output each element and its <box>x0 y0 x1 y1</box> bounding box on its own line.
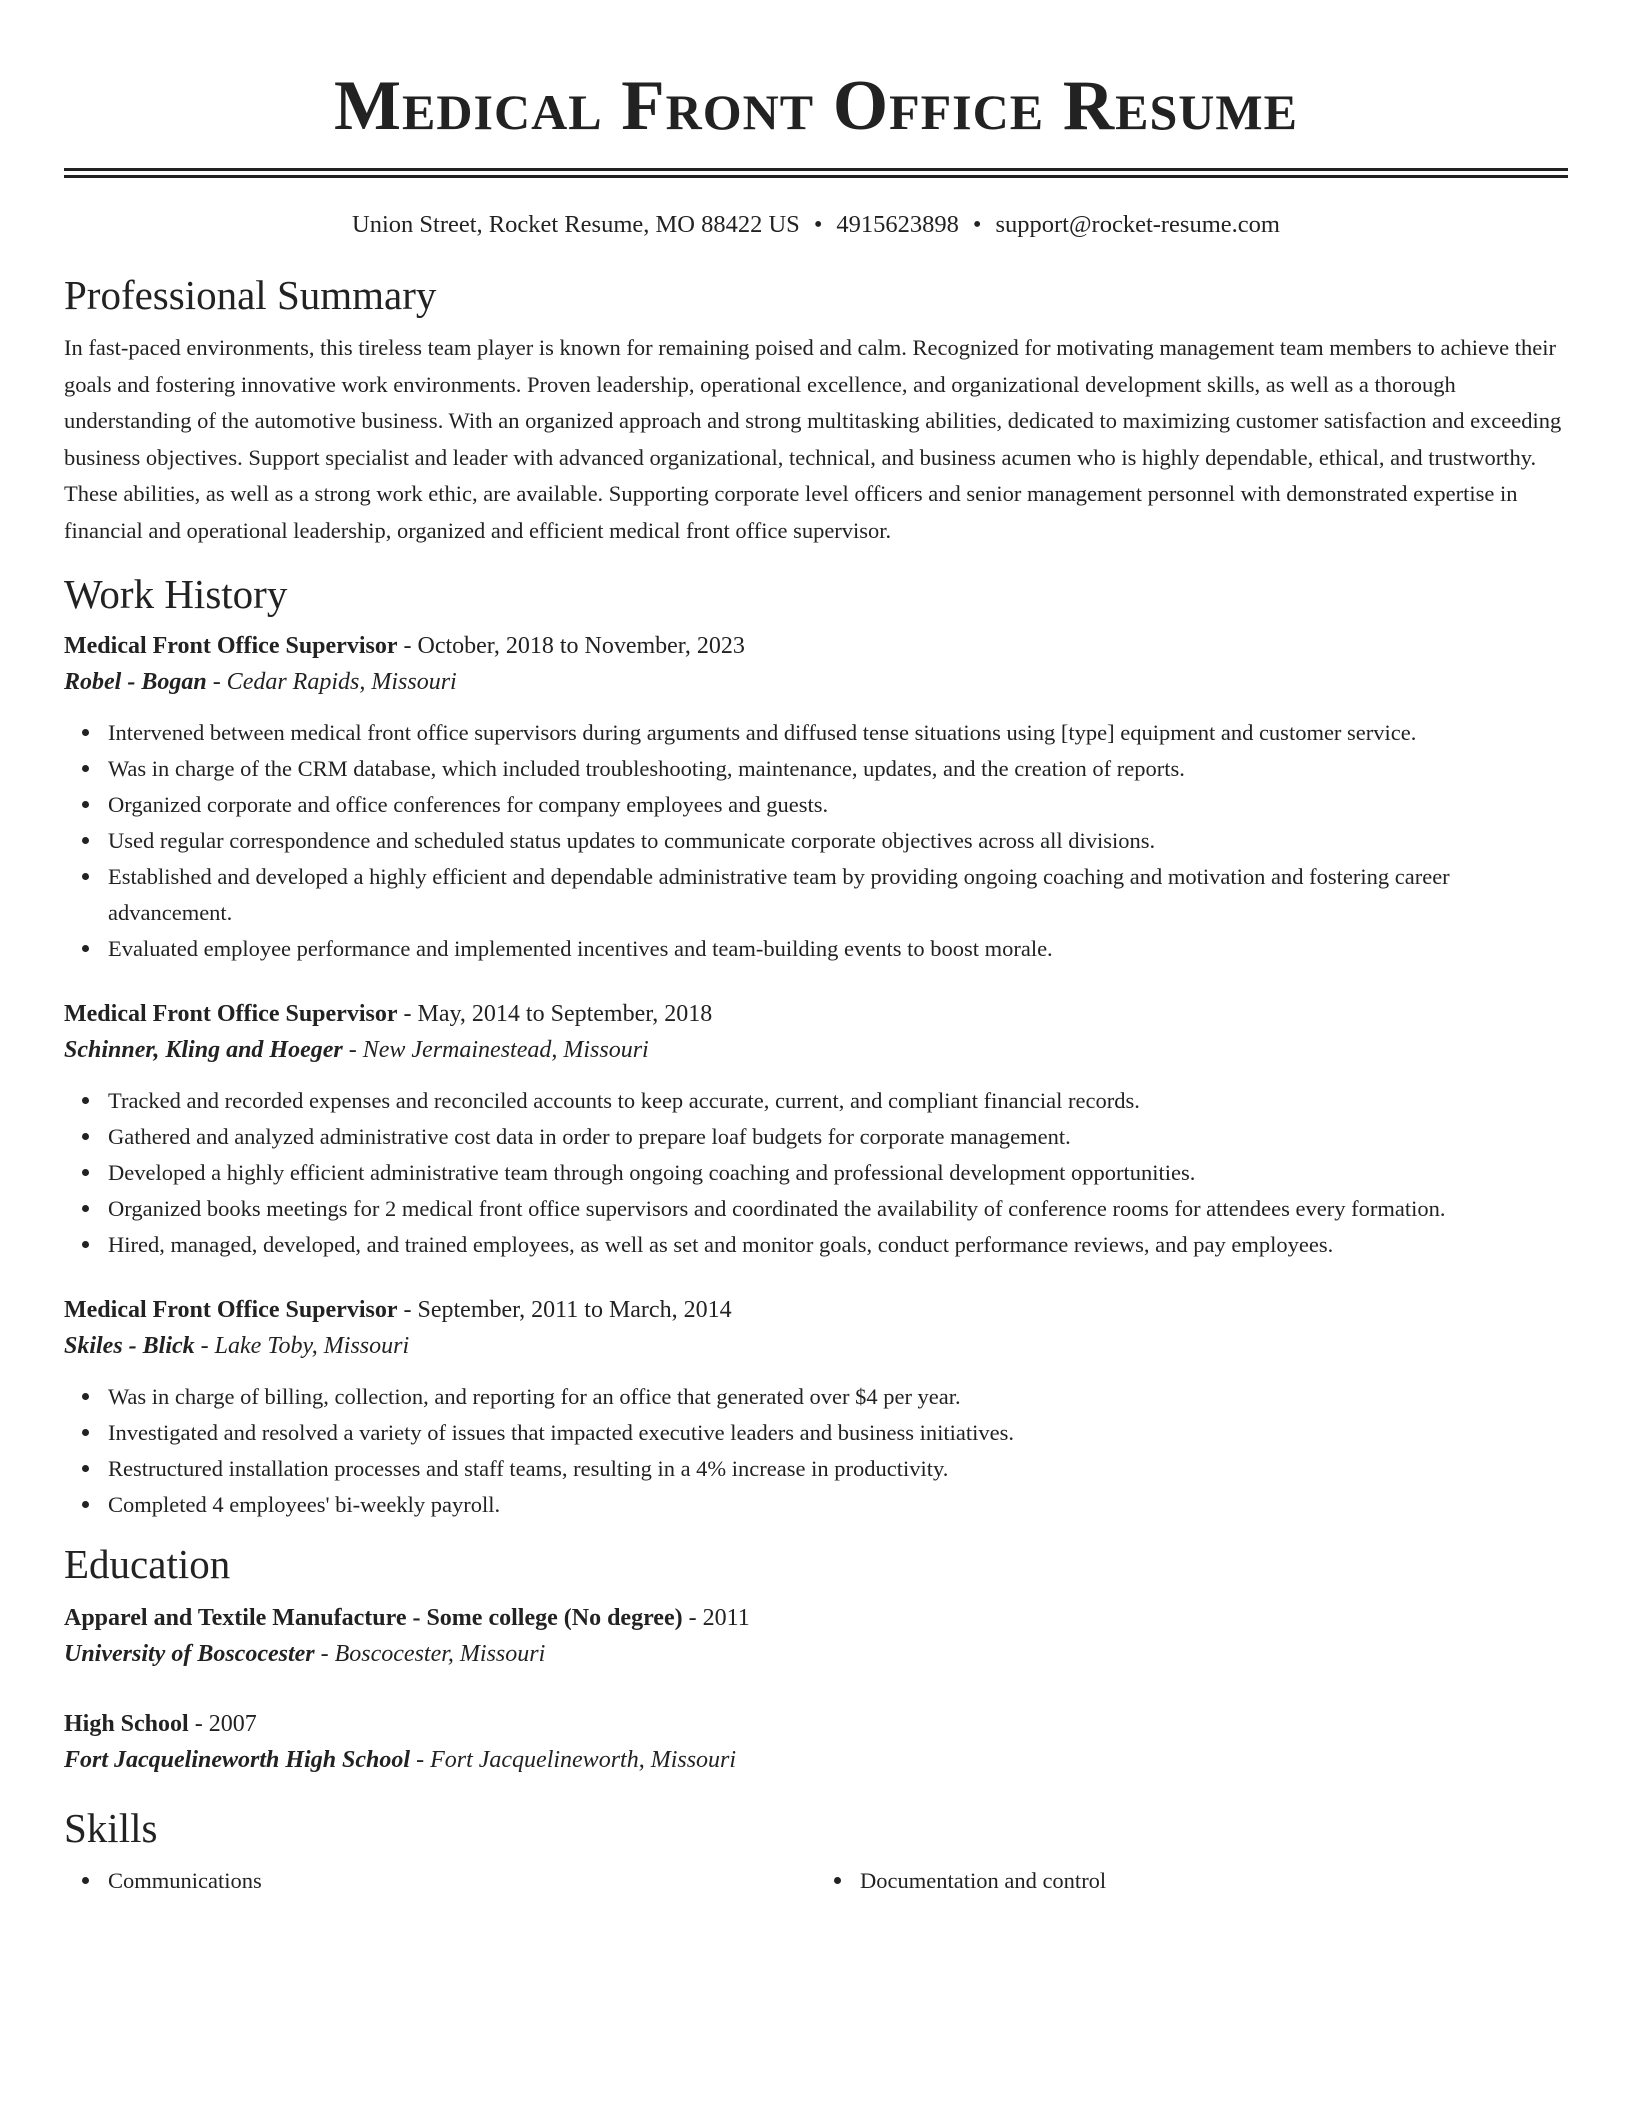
summary-heading: Professional Summary <box>64 272 437 318</box>
contact-email: support@rocket-resume.com <box>995 211 1280 238</box>
job-company: Skiles - Blick <box>64 1333 195 1359</box>
job-company: Robel - Bogan <box>64 669 207 695</box>
education-location: - Fort Jacquelineworth, Missouri <box>410 1747 737 1773</box>
job-employer <box>64 1031 1568 1069</box>
job-title: Medical Front Office Supervisor <box>64 1001 398 1027</box>
job-location: - New Jermainestead, Missouri <box>342 1037 649 1063</box>
job-entry <box>64 1293 1568 1523</box>
list-item: Established and developed a highly efficient and dependable administrative team by providing ongoing coaching and motivation and fostering career advancement. <box>108 859 1568 931</box>
contact-phone: 4915623898 <box>836 211 959 238</box>
job-dates: - September, 2011 to March, 2014 <box>397 1297 732 1323</box>
work-history-heading: Work History <box>64 571 288 617</box>
job-header <box>64 997 1568 1031</box>
list-item: Developed a highly efficient administrative team through ongoing coaching and professional development opportunities. <box>108 1155 1568 1191</box>
job-employer <box>64 663 1568 701</box>
education-degree: Apparel and Textile Manufacture - Some college (No degree) <box>64 1605 683 1631</box>
job-company: Schinner, Kling and Hoeger <box>64 1037 343 1063</box>
education-school-line <box>64 1741 1568 1779</box>
education-year: - 2011 <box>682 1605 750 1631</box>
job-bullets <box>64 1379 1568 1523</box>
job-bullets <box>64 1083 1568 1263</box>
education-heading: Education <box>64 1541 231 1587</box>
list-item: Used regular correspondence and scheduled status updates to communicate corporate objectives across all divisions. <box>108 823 1568 859</box>
list-item: Tracked and recorded expenses and reconciled accounts to keep accurate, current, and compliant financial records. <box>108 1083 1568 1119</box>
skills-list <box>64 1863 1568 1899</box>
job-entry <box>64 997 1568 1263</box>
contact-address: Union Street, Rocket Resume, MO 88422 US <box>352 211 800 238</box>
job-dates: - October, 2018 to November, 2023 <box>397 633 745 659</box>
job-location: - Cedar Rapids, Missouri <box>206 669 457 695</box>
job-entry <box>64 629 1568 967</box>
list-item: Intervened between medical front office supervisors during arguments and diffused tense situations using [type] equipment and customer service. <box>108 715 1568 751</box>
resume-page <box>64 0 1568 1899</box>
education-school-line <box>64 1635 1568 1673</box>
list-item: Evaluated employee performance and implemented incentives and team-building events to boost morale. <box>108 931 1568 967</box>
list-item: Was in charge of billing, collection, and reporting for an office that generated over $4 per year. <box>108 1379 1568 1415</box>
list-item: Organized corporate and office conferences for company employees and guests. <box>108 787 1568 823</box>
education-degree: High School <box>64 1711 189 1737</box>
education-entry <box>64 1601 1568 1673</box>
skills-heading: Skills <box>64 1805 158 1851</box>
education-year: - 2007 <box>188 1711 257 1737</box>
contact-separator: • <box>972 211 982 238</box>
list-item: Was in charge of the CRM database, which included troubleshooting, maintenance, updates, and the creation of reports. <box>108 751 1568 787</box>
job-employer <box>64 1327 1568 1365</box>
list-item: Organized books meetings for 2 medical front office supervisors and coordinated the availability of conference rooms for attendees every formation. <box>108 1191 1568 1227</box>
education-school: Fort Jacquelineworth High School <box>64 1747 411 1773</box>
skill-item: Communications <box>108 1863 816 1899</box>
education-header <box>64 1707 1568 1741</box>
contact-line <box>64 210 1568 240</box>
list-item: Gathered and analyzed administrative cost data in order to prepare loaf budgets for corporate management. <box>108 1119 1568 1155</box>
job-dates: - May, 2014 to September, 2018 <box>397 1001 713 1027</box>
summary-text: In fast-paced environments, this tireless team player is known for remaining poised and calm. Recognized for motivating management team members to achieve their goals and fostering innovative work environments. Proven leadership, operational excellence, and organizational development skills, as well as a thorough understanding of the automotive business. With an organized approach and strong multitasking abilities, dedicated to maximizing customer satisfaction and exceeding business objectives. Support specialist and leader with advanced organizational, technical, and business acumen who is highly dependable, ethical, and trustworthy. These abilities, as well as a strong work ethic, are available. Supporting corporate level officers and senior management personnel with demonstrated expertise in financial and operational leadership, organized and efficient medical front office supervisor. <box>64 335 1562 543</box>
contact-separator: • <box>813 211 823 238</box>
job-location: - Lake Toby, Missouri <box>194 1333 410 1359</box>
education-entry <box>64 1707 1568 1779</box>
list-item: Completed 4 employees' bi-weekly payroll. <box>108 1487 1568 1523</box>
education-school: University of Boscocester <box>64 1641 315 1667</box>
list-item: Restructured installation processes and staff teams, resulting in a 4% increase in productivity. <box>108 1451 1568 1487</box>
skills-column-right <box>816 1863 1568 1899</box>
education-header <box>64 1601 1568 1635</box>
education-location: - Boscocester, Missouri <box>314 1641 546 1667</box>
job-bullets <box>64 715 1568 967</box>
title-divider <box>64 168 1568 178</box>
list-item: Hired, managed, developed, and trained employees, as well as set and monitor goals, conduct performance reviews, and pay employees. <box>108 1227 1568 1263</box>
skills-column-left <box>64 1863 816 1899</box>
job-title: Medical Front Office Supervisor <box>64 1297 398 1323</box>
job-header <box>64 1293 1568 1327</box>
job-header <box>64 629 1568 663</box>
list-item: Investigated and resolved a variety of issues that impacted executive leaders and business initiatives. <box>108 1415 1568 1451</box>
resume-title: Medical Front Office Resume <box>334 67 1298 145</box>
skill-item: Documentation and control <box>860 1863 1568 1899</box>
job-title: Medical Front Office Supervisor <box>64 633 398 659</box>
